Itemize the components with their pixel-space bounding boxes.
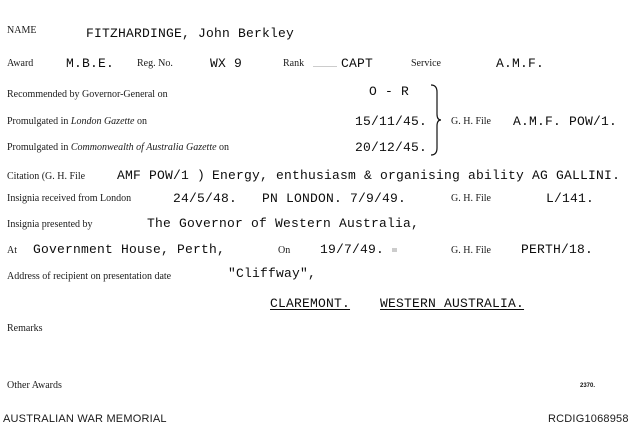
gh-file-label-3: G. H. File <box>451 245 491 256</box>
insignia-received-ref: PN LONDON. 7/9/49. <box>262 191 407 206</box>
aus-gazette-label: Promulgated in Commonwealth of Australia Gazette on <box>7 142 230 153</box>
london-gazette-label: Promulgated in London Gazette on <box>7 116 147 127</box>
presented-at-value: Government House, Perth, <box>33 242 226 257</box>
award-label: Award <box>7 58 34 69</box>
insignia-received-label: Insignia received from London <box>7 193 132 204</box>
gh-file-label-1: G. H. File <box>451 116 491 127</box>
card-serial-number: 2370. <box>580 383 596 389</box>
service-value: A.M.F. <box>496 56 545 71</box>
other-awards-label: Other Awards <box>7 380 62 391</box>
award-value: M.B.E. <box>66 56 115 71</box>
ink-smudge <box>313 66 337 67</box>
insignia-received-date: 24/5/48. <box>173 191 238 206</box>
london-gazette-date: 15/11/45. <box>355 114 428 129</box>
address-line1: "Cliffway", <box>228 266 317 281</box>
footer-institution: AUSTRALIAN WAR MEMORIAL <box>3 413 167 425</box>
citation-label: Citation (G. H. File <box>7 171 86 182</box>
address-state: WESTERN AUSTRALIA. <box>380 296 525 311</box>
recipient-name: FITZHARDINGE, John Berkley <box>86 26 295 41</box>
insignia-presented-label: Insignia presented by <box>7 219 93 230</box>
aus-gazette-date: 20/12/45. <box>355 140 428 155</box>
address-suburb: CLAREMONT. <box>270 296 351 311</box>
presented-by-value: The Governor of Western Australia, <box>147 216 420 231</box>
at-label: At <box>7 245 17 256</box>
gh-file-value-1: A.M.F. POW/1. <box>513 114 618 129</box>
remarks-label: Remarks <box>7 323 43 334</box>
recommended-value: O - R <box>369 84 410 99</box>
bracket-brace <box>430 84 442 156</box>
gh-file-value-2: L/141. <box>546 191 595 206</box>
reg-no-label: Reg. No. <box>137 58 173 69</box>
gh-file-label-2: G. H. File <box>451 193 491 204</box>
ink-smudge <box>392 248 397 252</box>
address-label: Address of recipient on presentation date <box>7 271 172 282</box>
presented-on-value: 19/7/49. <box>320 242 385 257</box>
gh-file-value-3: PERTH/18. <box>521 242 594 257</box>
rank-label: Rank <box>283 58 305 69</box>
service-label: Service <box>411 58 441 69</box>
recommended-label: Recommended by Governor-General on <box>7 89 168 100</box>
reg-no-value: WX 9 <box>210 56 243 71</box>
citation-file: AMF POW/1 ) <box>117 168 206 183</box>
name-label: NAME <box>7 25 37 36</box>
citation-text: Energy, enthusiasm & organising ability AG GALLINI. <box>212 168 621 183</box>
on-label: On <box>278 245 291 256</box>
footer-catalogue-id: RCDIG1068958 <box>548 413 629 425</box>
rank-value: CAPT <box>341 56 374 71</box>
